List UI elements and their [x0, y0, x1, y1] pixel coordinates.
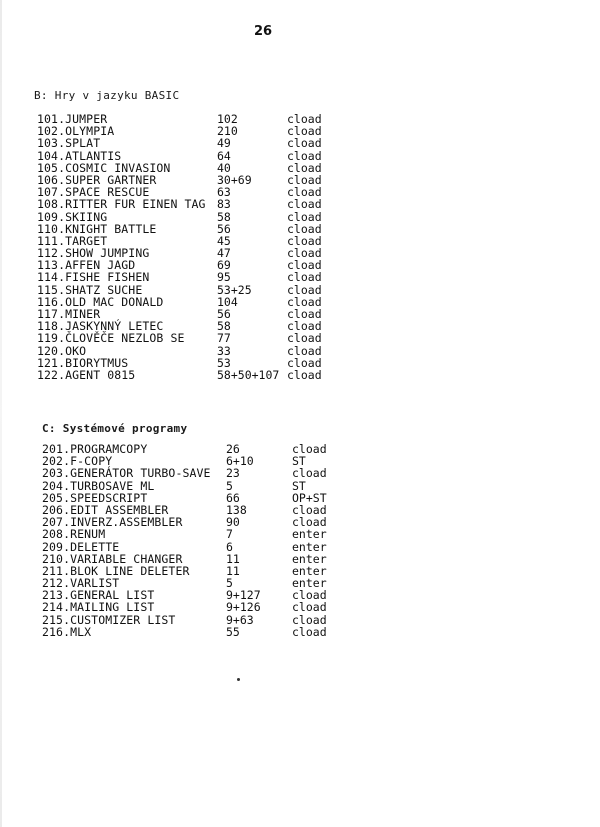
load-method: cload	[287, 136, 322, 151]
program-size: 9+127	[226, 588, 261, 603]
program-size: 58	[217, 209, 231, 224]
load-method: cload	[287, 294, 322, 309]
program-name: 212.VARLIST	[42, 576, 120, 591]
section-b-heading: B: Hry v jazyku BASIC	[34, 89, 180, 102]
load-method: cload	[287, 307, 322, 321]
program-name: 103.SPLAT	[37, 136, 101, 151]
load-method: enter	[292, 563, 327, 578]
program-size: 47	[217, 246, 231, 261]
ink-dot	[237, 678, 240, 681]
page-edge-shadow	[0, 0, 2, 827]
program-name: 115.SHATZ SUCHE	[37, 282, 143, 297]
program-name: 104.ATLANTIS	[37, 148, 122, 163]
load-method: cload	[287, 258, 322, 273]
load-method: enter	[292, 576, 327, 591]
program-name: 108.RITTER FUR EINEN TAG	[37, 197, 206, 212]
program-size: 63	[217, 185, 231, 200]
load-method: cload	[287, 160, 322, 175]
program-name: 106.SUPER GARTNER	[37, 172, 157, 187]
program-name: 118.JASKYNNÝ LETEC	[37, 319, 164, 334]
load-method: cload	[287, 209, 322, 224]
program-size: 53	[217, 355, 231, 370]
program-size: 210	[217, 124, 238, 139]
load-method: cload	[287, 221, 322, 236]
program-name: 215.CUSTOMIZER LIST	[42, 612, 176, 627]
program-size: 45	[217, 233, 231, 248]
program-name: 208.RENUM	[42, 527, 106, 542]
load-method: OP+ST	[292, 490, 327, 505]
load-method: cload	[287, 185, 322, 200]
program-name: 206.EDIT ASSEMBLER	[42, 502, 169, 517]
program-name: 201.PROGRAMCOPY	[42, 442, 148, 456]
program-name: 119.ČLOVĚČE NEZLOB SE	[37, 331, 185, 346]
program-name: 102.OLYMPIA	[37, 124, 115, 139]
program-name: 117.MINER	[37, 307, 101, 321]
load-method: cload	[287, 124, 322, 139]
program-size: 64	[217, 148, 231, 163]
load-method: cload	[287, 319, 322, 334]
program-name: 105.COSMIC INVASION	[37, 160, 171, 175]
program-name: 111.TARGET	[37, 233, 108, 248]
load-method: cload	[287, 233, 322, 248]
program-size: 9+126	[226, 600, 261, 615]
program-name: 214.MAILING LIST	[42, 600, 155, 615]
load-method: cload	[292, 515, 327, 530]
program-name: 116.OLD MAC DONALD	[37, 294, 164, 309]
program-size: 90	[226, 515, 240, 530]
load-method: cload	[292, 502, 327, 517]
program-name: 121.BIORYTMUS	[37, 355, 129, 370]
program-name: 107.SPACE RESCUE	[37, 185, 150, 200]
load-method: cload	[287, 172, 322, 187]
program-size: 5	[226, 478, 233, 493]
program-name: 203.GENERÁTOR TURBO-SAVE	[42, 466, 211, 481]
load-method: cload	[292, 442, 327, 456]
load-method: ST	[292, 478, 306, 493]
load-method: cload	[287, 367, 322, 382]
program-size: 83	[217, 197, 231, 212]
load-method: cload	[287, 270, 322, 285]
program-size: 6	[226, 539, 233, 554]
program-name: 113.AFFEN JAGD	[37, 258, 136, 273]
program-size: 66	[226, 490, 240, 505]
program-size: 11	[226, 551, 240, 566]
program-name: 122.AGENT 0815	[37, 367, 136, 382]
program-size: 58	[217, 319, 231, 334]
program-size: 138	[226, 502, 247, 517]
load-method: cload	[292, 466, 327, 481]
program-size: 26	[226, 442, 240, 456]
program-size: 23	[226, 466, 240, 481]
program-name: 114.FISHE FISHEN	[37, 270, 150, 285]
program-size: 33	[217, 343, 231, 358]
program-size: 56	[217, 221, 231, 236]
program-name: 120.OKO	[37, 343, 87, 358]
program-name: 209.DELETTE	[42, 539, 120, 554]
program-name: 211.BLOK LINE DELETER	[42, 563, 190, 578]
load-method: enter	[292, 551, 327, 566]
program-size: 53+25	[217, 282, 252, 297]
load-method: cload	[287, 355, 322, 370]
program-name: 110.KNIGHT BATTLE	[37, 221, 157, 236]
load-method: cload	[287, 331, 322, 346]
load-method: ST	[292, 454, 306, 469]
program-size: 11	[226, 563, 240, 578]
program-size: 102	[217, 112, 238, 126]
program-size: 56	[217, 307, 231, 321]
program-size: 40	[217, 160, 231, 175]
load-method: cload	[287, 148, 322, 163]
load-method: cload	[287, 282, 322, 297]
program-size: 77	[217, 331, 231, 346]
program-name: 109.SKIING	[37, 209, 108, 224]
program-name: 202.F-COPY	[42, 454, 113, 469]
program-size: 95	[217, 270, 231, 285]
load-method: cload	[287, 197, 322, 212]
program-size: 69	[217, 258, 231, 273]
program-size: 104	[217, 294, 238, 309]
program-name: 101.JUMPER	[37, 112, 108, 126]
load-method: enter	[292, 527, 327, 542]
load-method: enter	[292, 539, 327, 554]
program-size: 58+50+107	[217, 367, 280, 382]
load-method: cload	[292, 612, 327, 627]
program-size: 49	[217, 136, 231, 151]
program-size: 7	[226, 527, 233, 542]
program-size: 9+63	[226, 612, 254, 627]
program-size: 6+10	[226, 454, 254, 469]
load-method: cload	[292, 624, 327, 639]
load-method: cload	[292, 588, 327, 603]
load-method: cload	[287, 343, 322, 358]
program-size: 5	[226, 576, 233, 591]
program-name: 204.TURBOSAVE ML	[42, 478, 155, 493]
program-size: 30+69	[217, 172, 252, 187]
program-name: 213.GENERAL LIST	[42, 588, 155, 603]
program-name: 112.SHOW JUMPING	[37, 246, 150, 261]
program-name: 216.MLX	[42, 624, 92, 639]
program-name: 207.INVERZ.ASSEMBLER	[42, 515, 183, 530]
page-number: 26	[254, 24, 273, 39]
program-name: 205.SPEEDSCRIPT	[42, 490, 148, 505]
program-name: 210.VARIABLE CHANGER	[42, 551, 183, 566]
section-c-heading: C: Systémové programy	[42, 422, 188, 435]
load-method: cload	[287, 112, 322, 126]
load-method: cload	[287, 246, 322, 261]
program-size: 55	[226, 624, 240, 639]
load-method: cload	[292, 600, 327, 615]
